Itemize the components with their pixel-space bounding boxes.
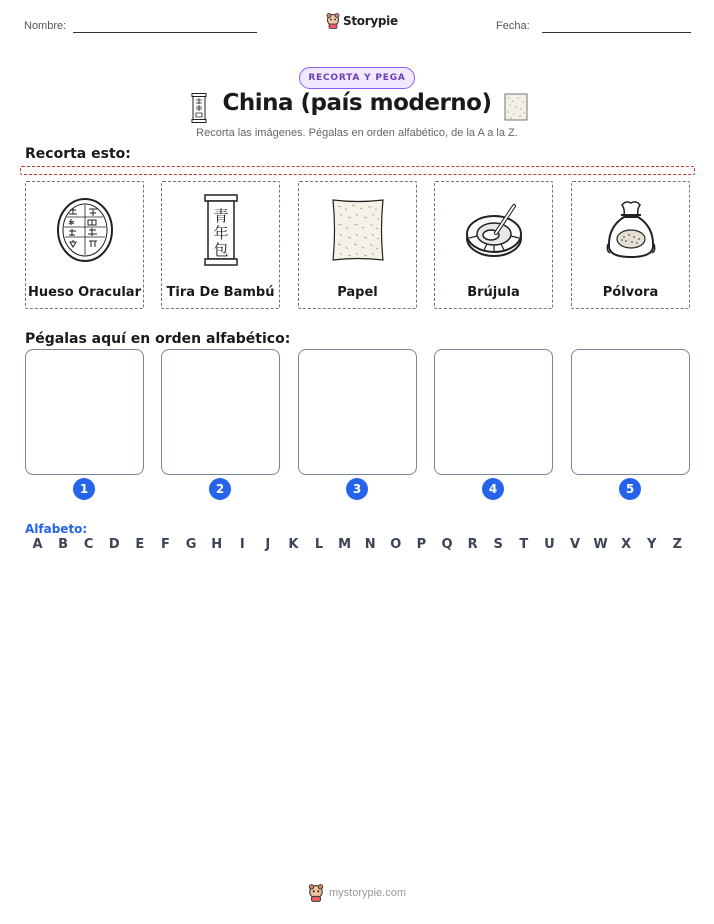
storypie-mascot-icon [308,884,324,902]
alphabet-letter: J [265,537,271,552]
instructions: Recorta las imágenes. Pégalas en orden alfabético, de la A a la Z. [196,127,518,139]
paste-box-1[interactable] [25,349,144,475]
date-field-line[interactable] [542,32,691,33]
paste-box-5[interactable] [571,349,690,475]
brand-logo [326,13,398,29]
alphabet-letter: L [314,537,324,552]
brand-name: Storypie [343,14,398,28]
alphabet-letter: Y [647,537,657,552]
paper-icon [504,93,528,121]
paste-box-3[interactable] [298,349,417,475]
alphabet-letter: W [593,537,608,552]
alphabet-letter: O [390,537,402,552]
cut-line [20,166,695,175]
alphabet-letter: B [58,537,69,552]
alphabet-letter: K [288,537,299,552]
paste-box-2[interactable] [161,349,280,475]
name-field-line[interactable] [73,32,257,33]
oracle-bone-icon [55,197,115,263]
slot-number-5: 5 [619,478,641,500]
card-label: Hueso Oracular [28,285,141,300]
alphabet-letter: T [519,537,529,552]
alphabet-letter: M [338,537,352,552]
alphabet-letter: H [211,537,223,552]
card-label: Papel [337,285,378,300]
alphabet-row [25,537,690,552]
page-title: China (país moderno) [222,90,492,116]
svg-text:包: 包 [212,241,229,259]
gunpowder-icon [604,199,658,261]
alphabet-title: Alfabeto: [25,522,88,536]
alphabet-letter: N [364,537,376,552]
svg-text:青: 青 [212,207,229,225]
slot-number-2: 2 [209,478,231,500]
cut-card-paper[interactable] [298,181,417,309]
alphabet-letter: C [83,537,94,552]
paste-section-heading: Pégalas aquí en orden alfabético: [25,331,291,347]
activity-badge: RECORTA Y PEGA [299,67,415,89]
card-label: Brújula [467,285,520,300]
alphabet-letter: Q [441,537,453,552]
alphabet-letter: X [621,537,632,552]
svg-text:年: 年 [212,224,229,242]
paste-box-4[interactable] [434,349,553,475]
cut-card-bamboo-strip[interactable] [161,181,280,309]
alphabet-letter: A [32,537,43,552]
alphabet-letter: I [239,537,245,552]
alphabet-letter: U [544,537,555,552]
name-label: Nombre: [24,20,67,32]
alphabet-letter: V [569,537,580,552]
alphabet-letter: Z [672,537,683,552]
slot-number-1: 1 [73,478,95,500]
alphabet-letter: R [467,537,478,552]
alphabet-letter: F [161,537,170,552]
compass-icon [464,200,524,260]
alphabet-letter: E [135,537,145,552]
alphabet-letter: G [185,537,197,552]
cut-card-gunpowder[interactable] [571,181,690,309]
card-label: Tira De Bambú [166,285,275,300]
paper-icon [330,198,386,262]
slot-number-3: 3 [346,478,368,500]
alphabet-letter: S [493,537,503,552]
storypie-mascot-icon [326,13,340,29]
cut-card-compass[interactable] [434,181,553,309]
bamboo-strip-icon [202,194,240,266]
footer [0,884,714,902]
footer-url: mystorypie.com [328,887,407,899]
alphabet-letter: P [416,537,427,552]
cut-card-oracle-bone[interactable] [25,181,144,309]
date-label: Fecha: [496,20,530,32]
alphabet-letter: D [108,537,120,552]
slot-number-4: 4 [482,478,504,500]
cut-section-heading: Recorta esto: [25,146,131,162]
card-label: Pólvora [602,285,659,300]
